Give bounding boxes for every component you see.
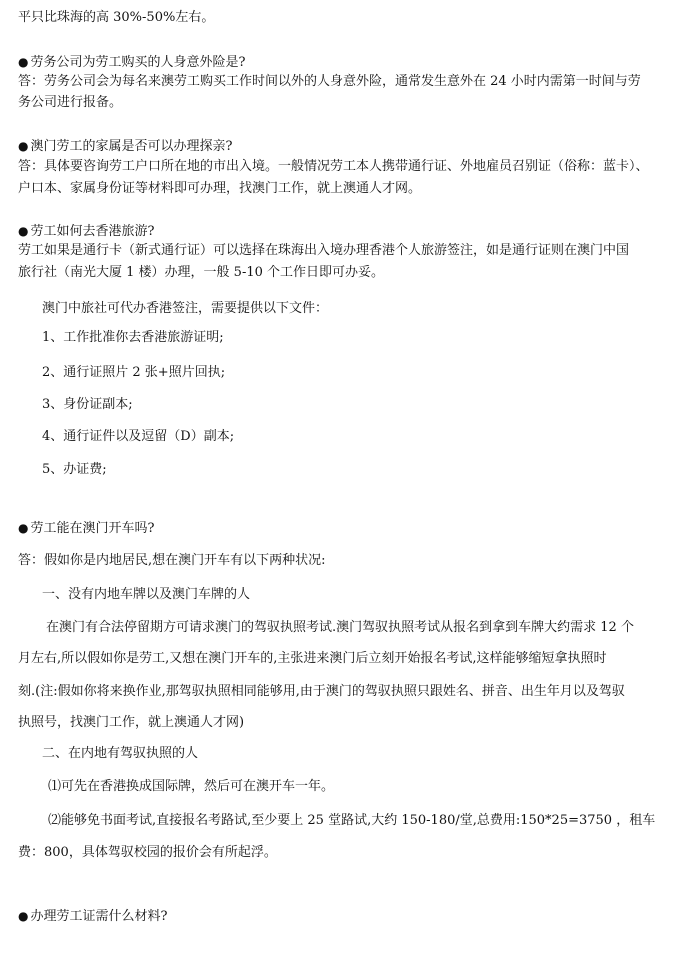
- case-line: 在澳门有合法停留期方可请求澳门的驾驭执照考试.澳门驾驭执照考试从报名到拿到车牌大约需求 12 个: [46, 620, 634, 635]
- question-heading: [18, 518, 154, 539]
- answer-line: 户口本、家属身份证等材料即可办理，找澳门工作，就上澳通人才网。: [18, 181, 422, 196]
- case-line: 费：800，具体驾驭校园的报价会有所起浮。: [18, 845, 277, 860]
- bullet-icon: ●: [18, 55, 29, 69]
- sub-intro-text: 澳门中旅社可代办香港签注，需要提供以下文件：: [42, 301, 329, 316]
- question-text: 劳务公司为劳工购买的人身意外险是?: [30, 55, 246, 70]
- bullet-icon: ●: [18, 139, 29, 153]
- answer-line: 务公司进行报备。: [18, 95, 123, 110]
- case-item: ⑵能够免书面考试,直接报名考路试,至少要上 25 堂路试,大约 150-180/堂,总费用:150*25=3750 ，租车: [48, 813, 656, 828]
- answer-line: 旅行社（南光大厦 1 楼）办理，一般 5-10 个工作日即可办妥。: [18, 265, 385, 280]
- bullet-icon: ●: [18, 224, 29, 238]
- list-item: 4、通行证件以及逗留（D）副本;: [42, 429, 235, 444]
- question-heading: [18, 906, 167, 927]
- intro-tail-text: 平只比珠海的高 30%-50%左右。: [18, 10, 215, 25]
- list-item: 2、通行证照片 2 张+照片回执;: [42, 365, 226, 380]
- list-item: 1、工作批准你去香港旅游证明;: [42, 330, 224, 345]
- list-item: 3、身份证副本;: [42, 397, 133, 412]
- case-title: 二、在内地有驾驭执照的人: [42, 746, 199, 761]
- case-line: 执照号，找澳门工作，就上澳通人才网): [18, 715, 245, 730]
- case-line: 刻.(注:假如你将来换作业,那驾驭执照相同能够用,由于澳门的驾驭执照只跟姓名、拼音、出生年月以及驾驭: [18, 684, 625, 699]
- list-item: 5、办证费;: [42, 462, 107, 477]
- case-item: ⑴可先在香港换成国际牌，然后可在澳开车一年。: [48, 779, 335, 794]
- answer-line: 答：具体要咨询劳工户口所在地的市出入境。一般情况劳工本人携带通行证、外地雇员召别证（俗称：蓝卡）、: [18, 159, 649, 174]
- answer-line: 答：假如你是内地居民,想在澳门开车有以下两种状况:: [18, 553, 326, 568]
- question-heading: [18, 221, 154, 242]
- answer-line: 劳工如果是通行卡（新式通行证）可以选择在珠海出入境办理香港个人旅游签注，如是通行证则在澳门中国: [18, 243, 630, 258]
- question-text: 澳门劳工的家属是否可以办理探亲?: [30, 139, 233, 154]
- bullet-icon: ●: [18, 521, 29, 535]
- question-heading: [18, 136, 232, 157]
- question-heading: [18, 52, 245, 73]
- question-text: 办理劳工证需什么材料?: [30, 909, 168, 924]
- question-text: 劳工如何去香港旅游?: [30, 224, 155, 239]
- case-title: 一、没有内地车牌以及澳门车牌的人: [42, 587, 251, 602]
- case-line: 月左右,所以假如你是劳工,又想在澳门开车的,主张进来澳门后立刻开始报名考试,这样能够缩短拿执照时: [18, 651, 607, 666]
- answer-line: 答：劳务公司会为每名来澳劳工购买工作时间以外的人身意外险，通常发生意外在 24 小时内需第一时间与劳: [18, 74, 641, 89]
- question-text: 劳工能在澳门开车吗?: [30, 521, 155, 536]
- bullet-icon: ●: [18, 909, 29, 923]
